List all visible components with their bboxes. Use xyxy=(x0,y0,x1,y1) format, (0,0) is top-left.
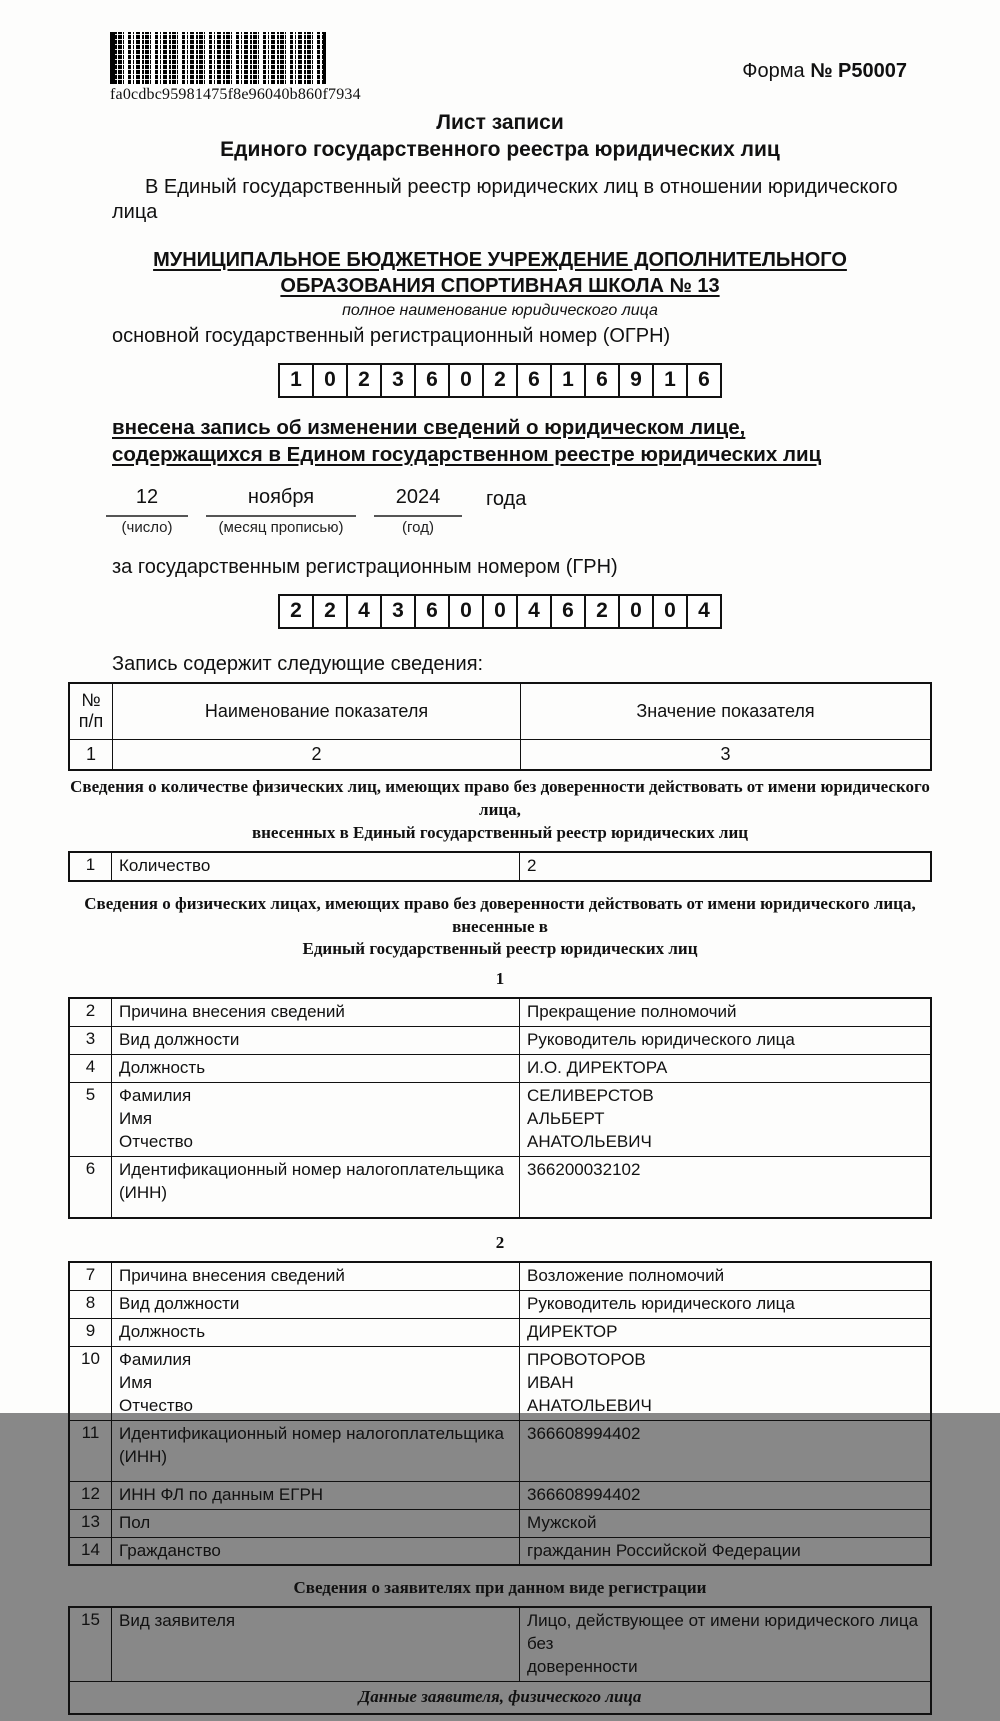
row-number: 7 xyxy=(70,1263,112,1290)
document-title xyxy=(68,110,932,164)
row-indicator-value: ПРОВОТОРОВ ИВАН АНАТОЛЬЕВИЧ xyxy=(527,1349,652,1415)
ogrn-digit-cell: 6 xyxy=(414,363,450,398)
document-title-line2: Единого государственного реестра юридических лиц xyxy=(220,137,780,161)
row-indicator-value: СЕЛИВЕРСТОВ АЛЬБЕРТ АНАТОЛЬЕВИЧ xyxy=(527,1086,654,1152)
ogrn-digit-boxes xyxy=(68,363,932,398)
header-cell-num-text: № п/п xyxy=(78,689,104,732)
row-number: 2 xyxy=(70,999,112,1026)
row-indicator-name: Причина внесения сведений xyxy=(112,999,520,1026)
row-indicator-value: Прекращение полномочий xyxy=(527,1002,737,1022)
record-statement-line1: внесена запись об изменении сведений о юридическом лице, xyxy=(112,415,746,439)
intro-line2: лица xyxy=(112,200,158,223)
form-number-value: № Р50007 xyxy=(810,60,907,82)
ogrn-digit-cell: 9 xyxy=(618,363,654,398)
row-number: 8 xyxy=(70,1291,112,1318)
ogrn-digit-cell: 1 xyxy=(278,363,314,398)
date-month-value: ноября xyxy=(206,486,356,517)
row-indicator-value: Лицо, действующее от имени юридического лица без доверенности xyxy=(527,1611,919,1677)
date-year-value: 2024 xyxy=(374,486,462,517)
page-header xyxy=(68,30,932,108)
record-rows-table xyxy=(68,1261,932,1566)
grn-digit-cell: 3 xyxy=(380,594,416,629)
table-row xyxy=(70,1082,930,1156)
table-row xyxy=(70,1290,930,1318)
table-row xyxy=(70,1420,930,1481)
grn-digit-cell: 2 xyxy=(278,594,314,629)
row-indicator-name: Причина внесения сведений xyxy=(112,1263,520,1290)
organization-name xyxy=(68,247,932,299)
row-indicator-name: Должность xyxy=(112,1319,520,1346)
table-row xyxy=(70,1608,930,1681)
table-row xyxy=(70,1346,930,1420)
row-indicator-value: ДИРЕКТОР xyxy=(527,1321,618,1341)
row-number: 11 xyxy=(70,1421,112,1481)
table-row xyxy=(70,1156,930,1217)
date-day-value: 12 xyxy=(106,486,188,517)
ogrn-digit-cell: 2 xyxy=(346,363,382,398)
row-number: 9 xyxy=(70,1319,112,1346)
header-cell-name: Наименование показателя xyxy=(112,684,520,739)
column-number-3: 3 xyxy=(520,740,930,769)
row-indicator-value: гражданин Российской Федерации xyxy=(527,1540,801,1560)
row-indicator-name: Фамилия Имя Отчество xyxy=(112,1347,520,1420)
row-indicator-value: Руководитель юридического лица xyxy=(527,1293,795,1313)
table-row xyxy=(70,853,930,880)
row-indicator-name: Гражданство xyxy=(112,1538,520,1565)
group-number: 1 xyxy=(495,969,505,989)
organization-name-line1: МУНИЦИПАЛЬНОЕ БЮДЖЕТНОЕ УЧРЕЖДЕНИЕ ДОПОЛНИТЕЛЬНОГО xyxy=(153,248,847,271)
group-number: 2 xyxy=(495,1233,505,1253)
table-row xyxy=(70,999,930,1026)
row-indicator-value: 366200032102 xyxy=(527,1160,641,1180)
grn-digit-cell: 0 xyxy=(482,594,518,629)
table-row xyxy=(70,1481,930,1509)
intro-line1: В Единый государственный реестр юридических лиц в отношении юридического xyxy=(145,175,898,198)
column-number-1: 1 xyxy=(85,743,96,764)
table-row xyxy=(70,1318,930,1346)
date-day xyxy=(106,486,188,536)
date-suffix: года xyxy=(486,487,527,510)
row-number: 4 xyxy=(70,1055,112,1082)
row-indicator-name: Вид заявителя xyxy=(112,1608,520,1681)
row-number: 3 xyxy=(70,1027,112,1054)
row-indicator-name: Должность xyxy=(112,1055,520,1082)
row-indicator-name: Вид должности xyxy=(112,1027,520,1054)
form-number xyxy=(742,60,907,83)
row-number: 6 xyxy=(70,1157,112,1217)
row-indicator-name: Пол xyxy=(112,1510,520,1537)
date-month-caption: (месяц прописью) xyxy=(218,518,344,536)
grn-label: за государственным регистрационным номером (ГРН) xyxy=(112,555,618,578)
table-row xyxy=(70,1509,930,1537)
table-row xyxy=(70,1054,930,1082)
barcode-block xyxy=(110,32,361,104)
row-indicator-name: ИНН ФЛ по данным ЕГРН xyxy=(112,1482,520,1509)
table-intro: Запись содержит следующие сведения: xyxy=(112,652,484,675)
grn-digit-cell: 2 xyxy=(312,594,348,629)
date-day-caption: (число) xyxy=(121,518,173,536)
row-indicator-value: И.О. ДИРЕКТОРА xyxy=(527,1058,668,1078)
ogrn-digit-cell: 6 xyxy=(686,363,722,398)
row-indicator-name: Вид должности xyxy=(112,1291,520,1318)
row-indicator-value: Возложение полномочий xyxy=(527,1266,725,1286)
row-indicator-name: Количество xyxy=(112,853,520,880)
table-row xyxy=(70,1026,930,1054)
grn-digit-cell: 4 xyxy=(346,594,382,629)
record-statement xyxy=(68,414,932,468)
date-year-caption: (год) xyxy=(402,518,434,536)
row-number: 15 xyxy=(70,1608,112,1681)
grn-digit-cell: 0 xyxy=(618,594,654,629)
grn-digit-cell: 6 xyxy=(550,594,586,629)
ogrn-label: основной государственный регистрационный номер (ОГРН) xyxy=(112,324,671,347)
section-header: Сведения о заявителях при данном виде регистрации xyxy=(293,1578,707,1598)
ogrn-digit-cell: 6 xyxy=(584,363,620,398)
grn-digit-cell: 0 xyxy=(448,594,484,629)
grn-digit-cell: 4 xyxy=(516,594,552,629)
record-rows-table xyxy=(68,997,932,1219)
organization-name-caption: полное наименование юридического лица xyxy=(342,301,658,319)
organization-name-line2: ОБРАЗОВАНИЯ СПОРТИВНАЯ ШКОЛА № 13 xyxy=(280,274,720,297)
record-rows-table xyxy=(68,1606,932,1715)
section-header: Сведения о физических лицах, имеющих право без доверенности действовать от имени юридического лица, внесенные в Единый государственный реестр юридических лиц xyxy=(84,893,916,959)
header-cell-value: Значение показателя xyxy=(520,684,930,739)
row-number: 10 xyxy=(70,1347,112,1420)
ogrn-digit-cell: 0 xyxy=(312,363,348,398)
row-indicator-value: 366608994402 xyxy=(527,1423,641,1443)
date-month xyxy=(206,486,356,536)
ogrn-digit-cell: 0 xyxy=(448,363,484,398)
record-table-body xyxy=(68,776,932,1721)
ogrn-digit-cell: 2 xyxy=(482,363,518,398)
row-number: 1 xyxy=(70,853,112,880)
section-header: Сведения о количестве физических лиц, имеющих право без доверенности действовать от имени юридического лица, внесенных в Единый государственный реестр юридических лиц xyxy=(70,776,930,842)
ogrn-digit-cell: 1 xyxy=(652,363,688,398)
ogrn-digit-cell: 3 xyxy=(380,363,416,398)
ogrn-digit-cell: 6 xyxy=(516,363,552,398)
row-indicator-value: 366608994402 xyxy=(527,1484,641,1504)
grn-digit-boxes xyxy=(68,594,932,629)
grn-digit-cell: 2 xyxy=(584,594,620,629)
row-number: 13 xyxy=(70,1510,112,1537)
row-indicator-value: Руководитель юридического лица xyxy=(527,1030,795,1050)
record-date xyxy=(68,486,932,536)
row-indicator-value: Мужской xyxy=(527,1512,597,1532)
row-indicator-name: Фамилия Имя Отчество xyxy=(112,1083,520,1156)
grn-digit-cell: 0 xyxy=(652,594,688,629)
intro-paragraph xyxy=(68,175,932,225)
grn-digit-cell: 4 xyxy=(686,594,722,629)
row-indicator-name: Идентификационный номер налогоплательщика (ИНН) xyxy=(112,1157,520,1217)
barcode-image xyxy=(110,32,326,84)
claimant-data-footer: Данные заявителя, физического лица xyxy=(70,1681,930,1713)
row-number: 14 xyxy=(70,1538,112,1565)
ogrn-digit-cell: 1 xyxy=(550,363,586,398)
table-row xyxy=(70,1263,930,1290)
row-number: 12 xyxy=(70,1482,112,1509)
date-year xyxy=(374,486,462,536)
grn-digit-cell: 6 xyxy=(414,594,450,629)
form-number-label: Форма xyxy=(742,60,805,82)
barcode-hash: fa0cdbc95981475f8e96040b860f7934 xyxy=(110,86,361,103)
row-indicator-value: 2 xyxy=(527,855,537,875)
column-number-2: 2 xyxy=(112,740,520,769)
record-rows-table xyxy=(68,851,932,882)
row-number: 5 xyxy=(70,1083,112,1156)
record-table-header xyxy=(68,682,932,771)
row-indicator-name: Идентификационный номер налогоплательщика (ИНН) xyxy=(112,1421,520,1481)
table-row xyxy=(70,1537,930,1565)
document-title-line1: Лист записи xyxy=(436,111,564,134)
header-cell-num xyxy=(70,684,112,739)
record-statement-line2: содержащихся в Едином государственном реестре юридических лиц xyxy=(112,442,822,466)
